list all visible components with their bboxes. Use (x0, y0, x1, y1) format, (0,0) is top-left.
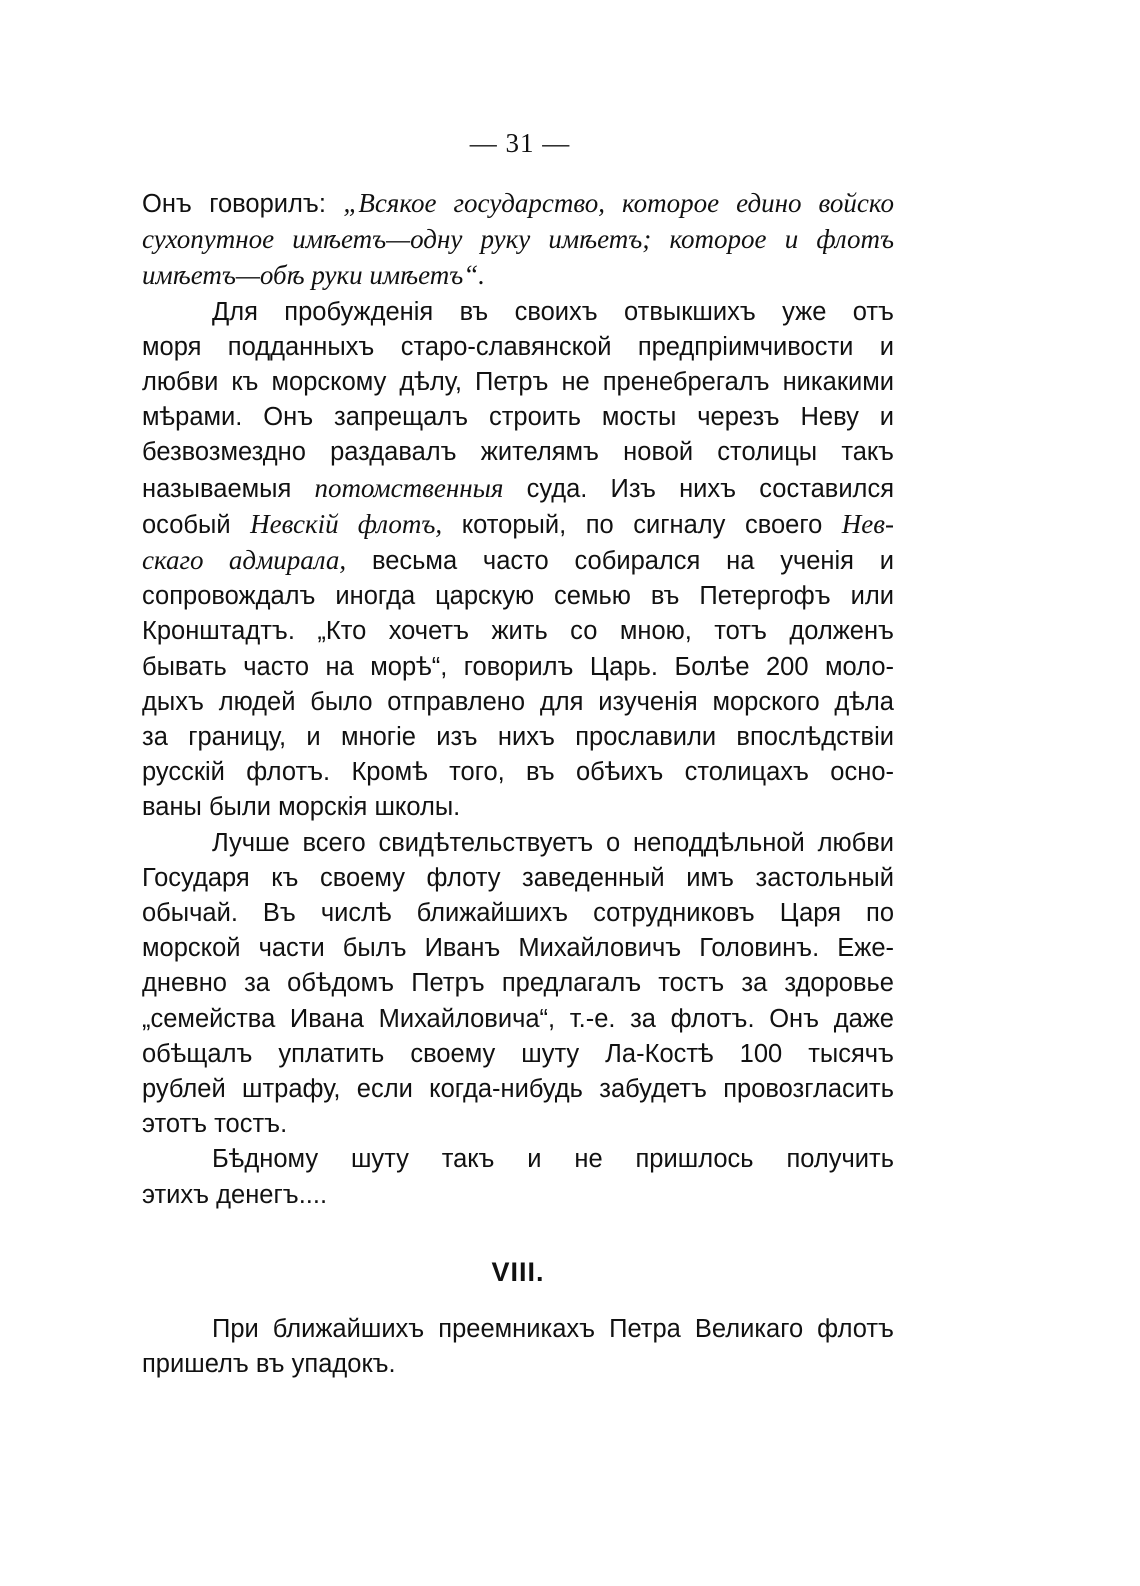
paragraph-4 (142, 1142, 894, 1212)
p2-line-8-b: весьма часто собирался на ученія и (346, 547, 894, 576)
p2-line-7-italic-2: Нев- (841, 508, 894, 539)
paragraph-3 (142, 826, 894, 1143)
page-number: — 31 — (469, 128, 571, 158)
p2-line-6-c: суда. Изъ нихъ составился (503, 474, 894, 503)
p2-line-6 (142, 471, 894, 507)
p2-line-2: моря подданныхъ старо-славянской предпріимчивости и (142, 332, 894, 361)
p3-line-7: обѣщалъ уплатить своему шуту Ла-Костѣ 100 тысячъ (142, 1039, 894, 1068)
paragraph-1 (142, 186, 894, 295)
section-heading: VIII. (491, 1256, 545, 1287)
paragraph-5 (142, 1312, 894, 1382)
p2-line-7-c: который, по сигналу своего (442, 510, 842, 539)
p1-line-2 (142, 222, 894, 258)
p3-line-1: Лучше всего свидѣтельствуетъ о неподдѣльной любви (212, 828, 894, 857)
p2-line-6-a: называемыя (142, 474, 315, 503)
p2-line-14: русскій флотъ. Кромѣ того, въ обѣихъ столицахъ осно- (142, 758, 894, 787)
p4-line-1: Бѣдному шуту такъ и не пришлось получить (212, 1145, 894, 1174)
p2-line-10: Кронштадтъ. „Кто хочетъ жить со мною, тотъ долженъ (142, 617, 894, 646)
p4-line-2: этихъ денегъ.... (142, 1180, 328, 1209)
p2-line-13: за границу, и многіе изъ нихъ прославили впослѣдствіи (142, 723, 894, 752)
p1-line-1-quote: „Всякое государство, которое едино войско (343, 188, 894, 218)
p5-line-1: При ближайшихъ преемникахъ Петра Великаго флотъ (212, 1315, 894, 1344)
p2-line-4: мѣрами. Онъ запрещалъ строить мосты черезъ Неву и (142, 403, 894, 432)
p3-line-3: обычай. Въ числѣ ближайшихъ сотрудниковъ Царя по (142, 899, 894, 928)
p2-line-9: сопровождалъ иногда царскую семью въ Петергофъ или (142, 582, 894, 611)
p2-line-8 (142, 543, 894, 579)
p3-line-6: „семейства Ивана Михайловича“, т.-е. за флотъ. Онъ даже (142, 1004, 894, 1033)
p2-line-7-italic: Невскій флотъ, (250, 508, 443, 539)
p3-line-4: морской части былъ Иванъ Михайловичъ Головинъ. Еже- (142, 934, 894, 963)
p2-line-15: ваны были морскія школы. (142, 793, 461, 822)
p2-line-7 (142, 507, 894, 543)
p2-line-11: бывать часто на морѣ“, говорилъ Царь. Болѣе 200 моло- (142, 652, 894, 681)
p2-line-1: Для пробужденія въ своихъ отвыкшихъ уже отъ (212, 297, 894, 326)
p3-line-9: этотъ тостъ. (142, 1110, 288, 1139)
p3-line-2: Государя къ своему флоту заведенный имъ застольный (142, 863, 894, 892)
p2-line-6-italic: потомственныя (314, 472, 504, 503)
p1-line-2-quote: сухопутное имѣетъ—одну руку имѣетъ; которое и флотъ (142, 224, 894, 255)
page-body (142, 186, 894, 1383)
p3-line-8: рублей штрафу, если когда-нибудь забудетъ провозгласить (142, 1075, 894, 1104)
p5-line-2: пришелъ въ упадокъ. (142, 1350, 396, 1379)
p1-line-1 (142, 186, 894, 222)
p2-line-5: безвозмездно раздавалъ жителямъ новой столицы такъ (142, 438, 894, 467)
p1-line-3 (142, 258, 894, 294)
p2-line-3: любви къ морскому дѣлу, Петръ не пренебрегалъ никакими (142, 368, 894, 397)
p1-line-3-quote: имѣетъ—обѣ руки имѣетъ“. (142, 260, 486, 291)
p1-line-1-a: Онъ говорилъ: (142, 190, 344, 218)
p3-line-5: дневно за обѣдомъ Петръ предлагалъ тостъ за здоровье (142, 969, 894, 998)
paragraph-2 (142, 295, 894, 826)
p2-line-12: дыхъ людей было отправлено для изученія морского дѣла (142, 687, 894, 716)
p2-line-8-italic: скаго адмирала, (142, 545, 347, 576)
p2-line-7-a: особый (142, 510, 251, 539)
